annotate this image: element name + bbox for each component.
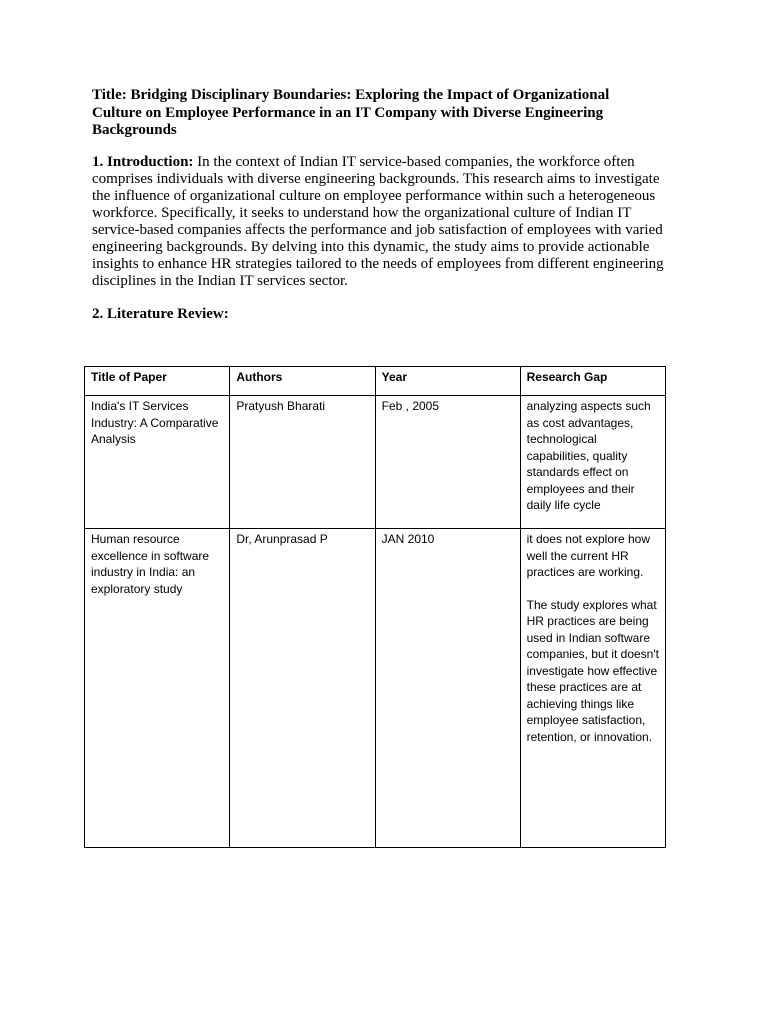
- introduction-body: In the context of Indian IT service-based companies, the workforce often comprises individuals with diverse engineering backgrounds. This research aims to investigate the influence of organizational culture on employee performance within such a heterogeneous workforce. Specifically, it seeks to understand how the organizational culture of Indian IT service-based companies affects the performance and job satisfaction of employees with varied engineering backgrounds. By delving into this dynamic, the study aims to provide actionable insights to enhance HR strategies tailored to the needs of employees from different engineering disciplines in the Indian IT services sector.: [92, 154, 664, 289]
- cell-authors: Pratyush Bharati: [230, 396, 375, 529]
- column-header-title: Title of Paper: [85, 367, 230, 396]
- introduction-paragraph: [92, 154, 677, 290]
- cell-year: JAN 2010: [375, 529, 520, 848]
- column-header-research-gap: Research Gap: [520, 367, 665, 396]
- column-header-authors: Authors: [230, 367, 375, 396]
- cell-research-gap: [520, 396, 665, 529]
- table-header-row: [85, 367, 666, 396]
- research-gap-paragraph: analyzing aspects such as cost advantages, technological capabilities, quality standards effect on employees and their daily life cycle: [526, 399, 651, 512]
- table-row: [85, 396, 666, 529]
- table-row: [85, 529, 666, 848]
- cell-year: Feb , 2005: [375, 396, 520, 529]
- cell-title: India's IT Services Industry: A Comparative Analysis: [85, 396, 230, 529]
- literature-review-table: [84, 366, 666, 848]
- research-gap-paragraph: The study explores what HR practices are being used in Indian software companies, but it doesn't investigate how effective these practices are at achieving things like employee satisfaction, retention, or innovation.: [526, 597, 659, 744]
- cell-authors: Dr, Arunprasad P: [230, 529, 375, 848]
- cell-research-gap: [520, 529, 665, 848]
- cell-title: Human resource excellence in software industry in India: an exploratory study: [85, 529, 230, 848]
- research-gap-paragraph: it does not explore how well the current HR practices are working.: [526, 532, 651, 579]
- column-header-year: Year: [375, 367, 520, 396]
- literature-review-heading: 2. Literature Review:: [92, 306, 229, 322]
- introduction-heading: 1. Introduction:: [92, 154, 194, 170]
- document-title: Title: Bridging Disciplinary Boundaries: Exploring the Impact of Organizational Culture on Employee Performance in an IT Company with Diverse Engineering Backgrounds: [92, 87, 610, 138]
